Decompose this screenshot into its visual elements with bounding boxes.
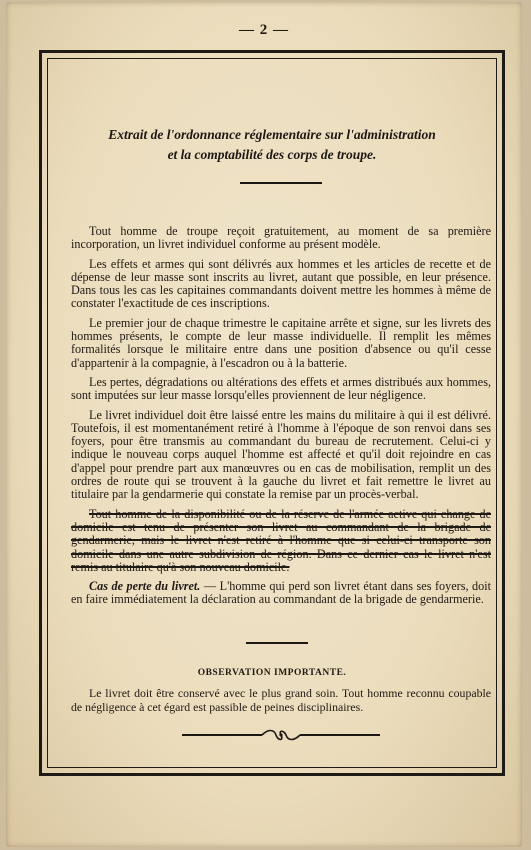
paragraph-quarterly-account: Le premier jour de chaque trimestre le capitaine arrête et signe, sur les livrets des hommes présents, le compte de leur masse individuelle. Il remplit les mêmes formalités lorsque le militaire entre dans une position d'absence ou qu'il cesse d'appartenir à la compagnie, à l'escadron ou à la batterie. (71, 315, 491, 370)
observation-paragraph: Le livret doit être conservé avec le plus grand soin. Tout homme reconnu coupable de négligence à cet égard est passible de peines disciplinaires. (71, 686, 491, 714)
paragraph-custody: Le livret individuel doit être laissé entre les mains du militaire à qui il est délivré. Toutefois, il est momentanément retiré à l'homme à l'époque de son renvoi dans ses foyers, pour être transmis au commandant du bureau de recrutement. Celui-ci y indique le nouveau corps auquel l'homme est affecté et qu'il doit rejoindre en cas d'appel pour prendre part aux manœuvres ou en cas de mobilisation, remplit un des ordres de route qui se trouvent à la gauche du livret et fait remettre le livret au titulaire par la gendarmerie qui constate la remise par un procès-verbal. (71, 407, 491, 502)
section-divider (246, 642, 308, 644)
title-divider (240, 182, 322, 184)
section-title (48, 125, 496, 165)
paragraph-inscriptions: Les effets et armes qui sont délivrés aux hommes et les articles de recette et de dépense de leur masse sont inscrits au livret, autant que possible, en leur présence. Dans tous les cas les capitaines commandants doivent mettre les hommes à même de constater l'exactitude de ces inscriptions. (71, 256, 491, 311)
regulation-text (71, 225, 491, 613)
title-line-1: Extrait de l'ordonnance réglementaire sur l'administration (108, 127, 436, 142)
paragraph-losses: Les pertes, dégradations ou altérations des effets et armes distribués aux hommes, sont imputées sur leur masse lorsqu'elles proviennent de leur négligence. (71, 374, 491, 403)
inner-border (47, 58, 497, 768)
document-page (6, 2, 522, 847)
lost-booklet-text: — L'homme qui perd son livret étant dans ses foyers, doit en faire immédiatement la déclaration au commandant de la brigade de gendarmerie. (71, 579, 491, 607)
paragraph-struck-domicile: Tout homme de la disponibilité ou de la réserve de l'armée active qui change de domicile est tenu de présenter son livret au commandant de la brigade de gendarmerie, mais le livret n'est retiré à l'homme que si celui-ci transporte son domicile dans une autre subdivision de région. Dans ce dernier cas le livret n'est remis au titulaire qu'à son nouveau domicile. (71, 506, 491, 574)
border-frame (39, 50, 505, 776)
page-number: — 2 — (239, 22, 289, 38)
title-line-2: et la comptabilité des corps de troupe. (167, 147, 377, 162)
paragraph-lost-booklet (71, 580, 491, 607)
ornamental-rule-icon (178, 727, 384, 743)
paragraph-issuance: Tout homme de troupe reçoit gratuitement, au moment de sa première incorporation, un livret individuel conforme au présent modèle. (71, 224, 491, 252)
observation-heading: OBSERVATION IMPORTANTE. (197, 668, 347, 678)
observation-text (71, 687, 491, 714)
lost-booklet-label: Cas de perte du livret. (89, 579, 201, 594)
